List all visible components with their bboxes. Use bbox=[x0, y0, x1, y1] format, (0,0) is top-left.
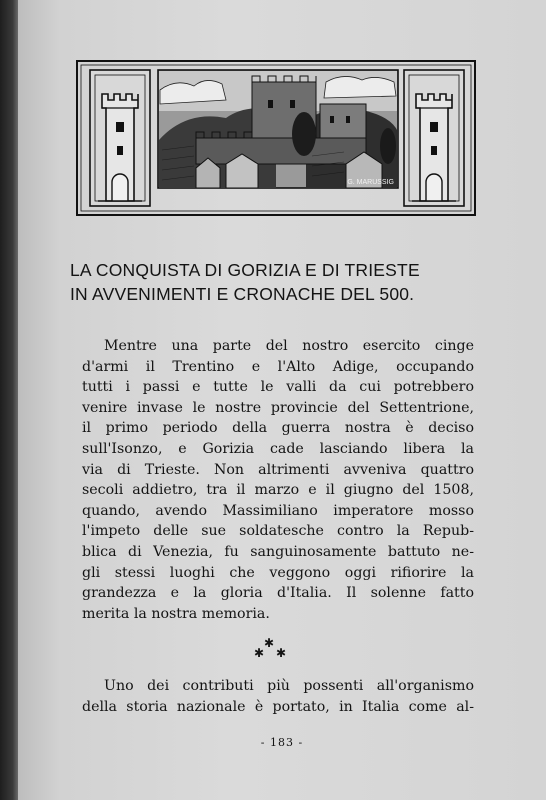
castle-landscape-illustration bbox=[158, 70, 398, 188]
paragraph-2 bbox=[82, 676, 474, 717]
text-line: il primo periodo della guerra nostra è deciso bbox=[82, 420, 474, 437]
left-tower-icon bbox=[90, 70, 150, 206]
chapter-heading bbox=[70, 258, 490, 306]
artist-signature: G. MARUSSIG bbox=[347, 179, 394, 186]
text-line: quando, avendo Massimiliano imperatore mosso bbox=[82, 502, 474, 519]
asterisk-glyph: ✱ bbox=[264, 636, 275, 650]
asterisk-glyph: ✱ bbox=[276, 646, 287, 660]
heading-line-1: LA CONQUISTA DI GORIZIA E DI TRIESTE bbox=[70, 260, 420, 280]
text-line: d'armi il Trentino e l'Alto Adige, occupando bbox=[82, 358, 474, 375]
section-separator bbox=[244, 636, 294, 660]
text-line: venire invase le nostre provincie del Settentrione, bbox=[82, 399, 474, 416]
text-line: blica di Venezia, fu sanguinosamente battuto ne- bbox=[82, 543, 474, 560]
text-line: via di Trieste. Non altrimenti avveniva quattro bbox=[82, 461, 474, 478]
text-line: Uno dei contributi più possenti all'organismo bbox=[104, 678, 474, 694]
text-line: della storia nazionale è portato, in Italia come al- bbox=[82, 698, 474, 715]
text-line: merita la nostra memoria. bbox=[82, 605, 270, 622]
paragraph-1 bbox=[82, 336, 474, 624]
text-line: tutti i passi e tutte le valli da cui potrebbero bbox=[82, 379, 474, 396]
book-page bbox=[18, 0, 546, 800]
right-tower-icon bbox=[404, 70, 464, 206]
text-line: secoli addietro, tra il marzo e il giugno del 1508, bbox=[82, 482, 474, 499]
book-spine-shadow bbox=[0, 0, 18, 800]
header-illustration bbox=[76, 60, 476, 216]
text-line: grandezza e la gloria d'Italia. Il solenne fatto bbox=[82, 585, 474, 602]
page-number: - 183 - bbox=[260, 736, 304, 749]
text-line: sull'Isonzo, e Gorizia cade lasciando libera la bbox=[82, 440, 474, 457]
text-line: gli stessi luoghi che veggono oggi rifiorire la bbox=[82, 564, 474, 581]
heading-line-2: IN AVVENIMENTI E CRONACHE DEL 500. bbox=[70, 284, 415, 304]
text-line: l'impeto delle sue soldatesche contro la Repub- bbox=[82, 523, 474, 540]
asterisk-glyph: ✱ bbox=[254, 646, 265, 660]
text-line: Mentre una parte del nostro esercito cinge bbox=[104, 338, 474, 354]
